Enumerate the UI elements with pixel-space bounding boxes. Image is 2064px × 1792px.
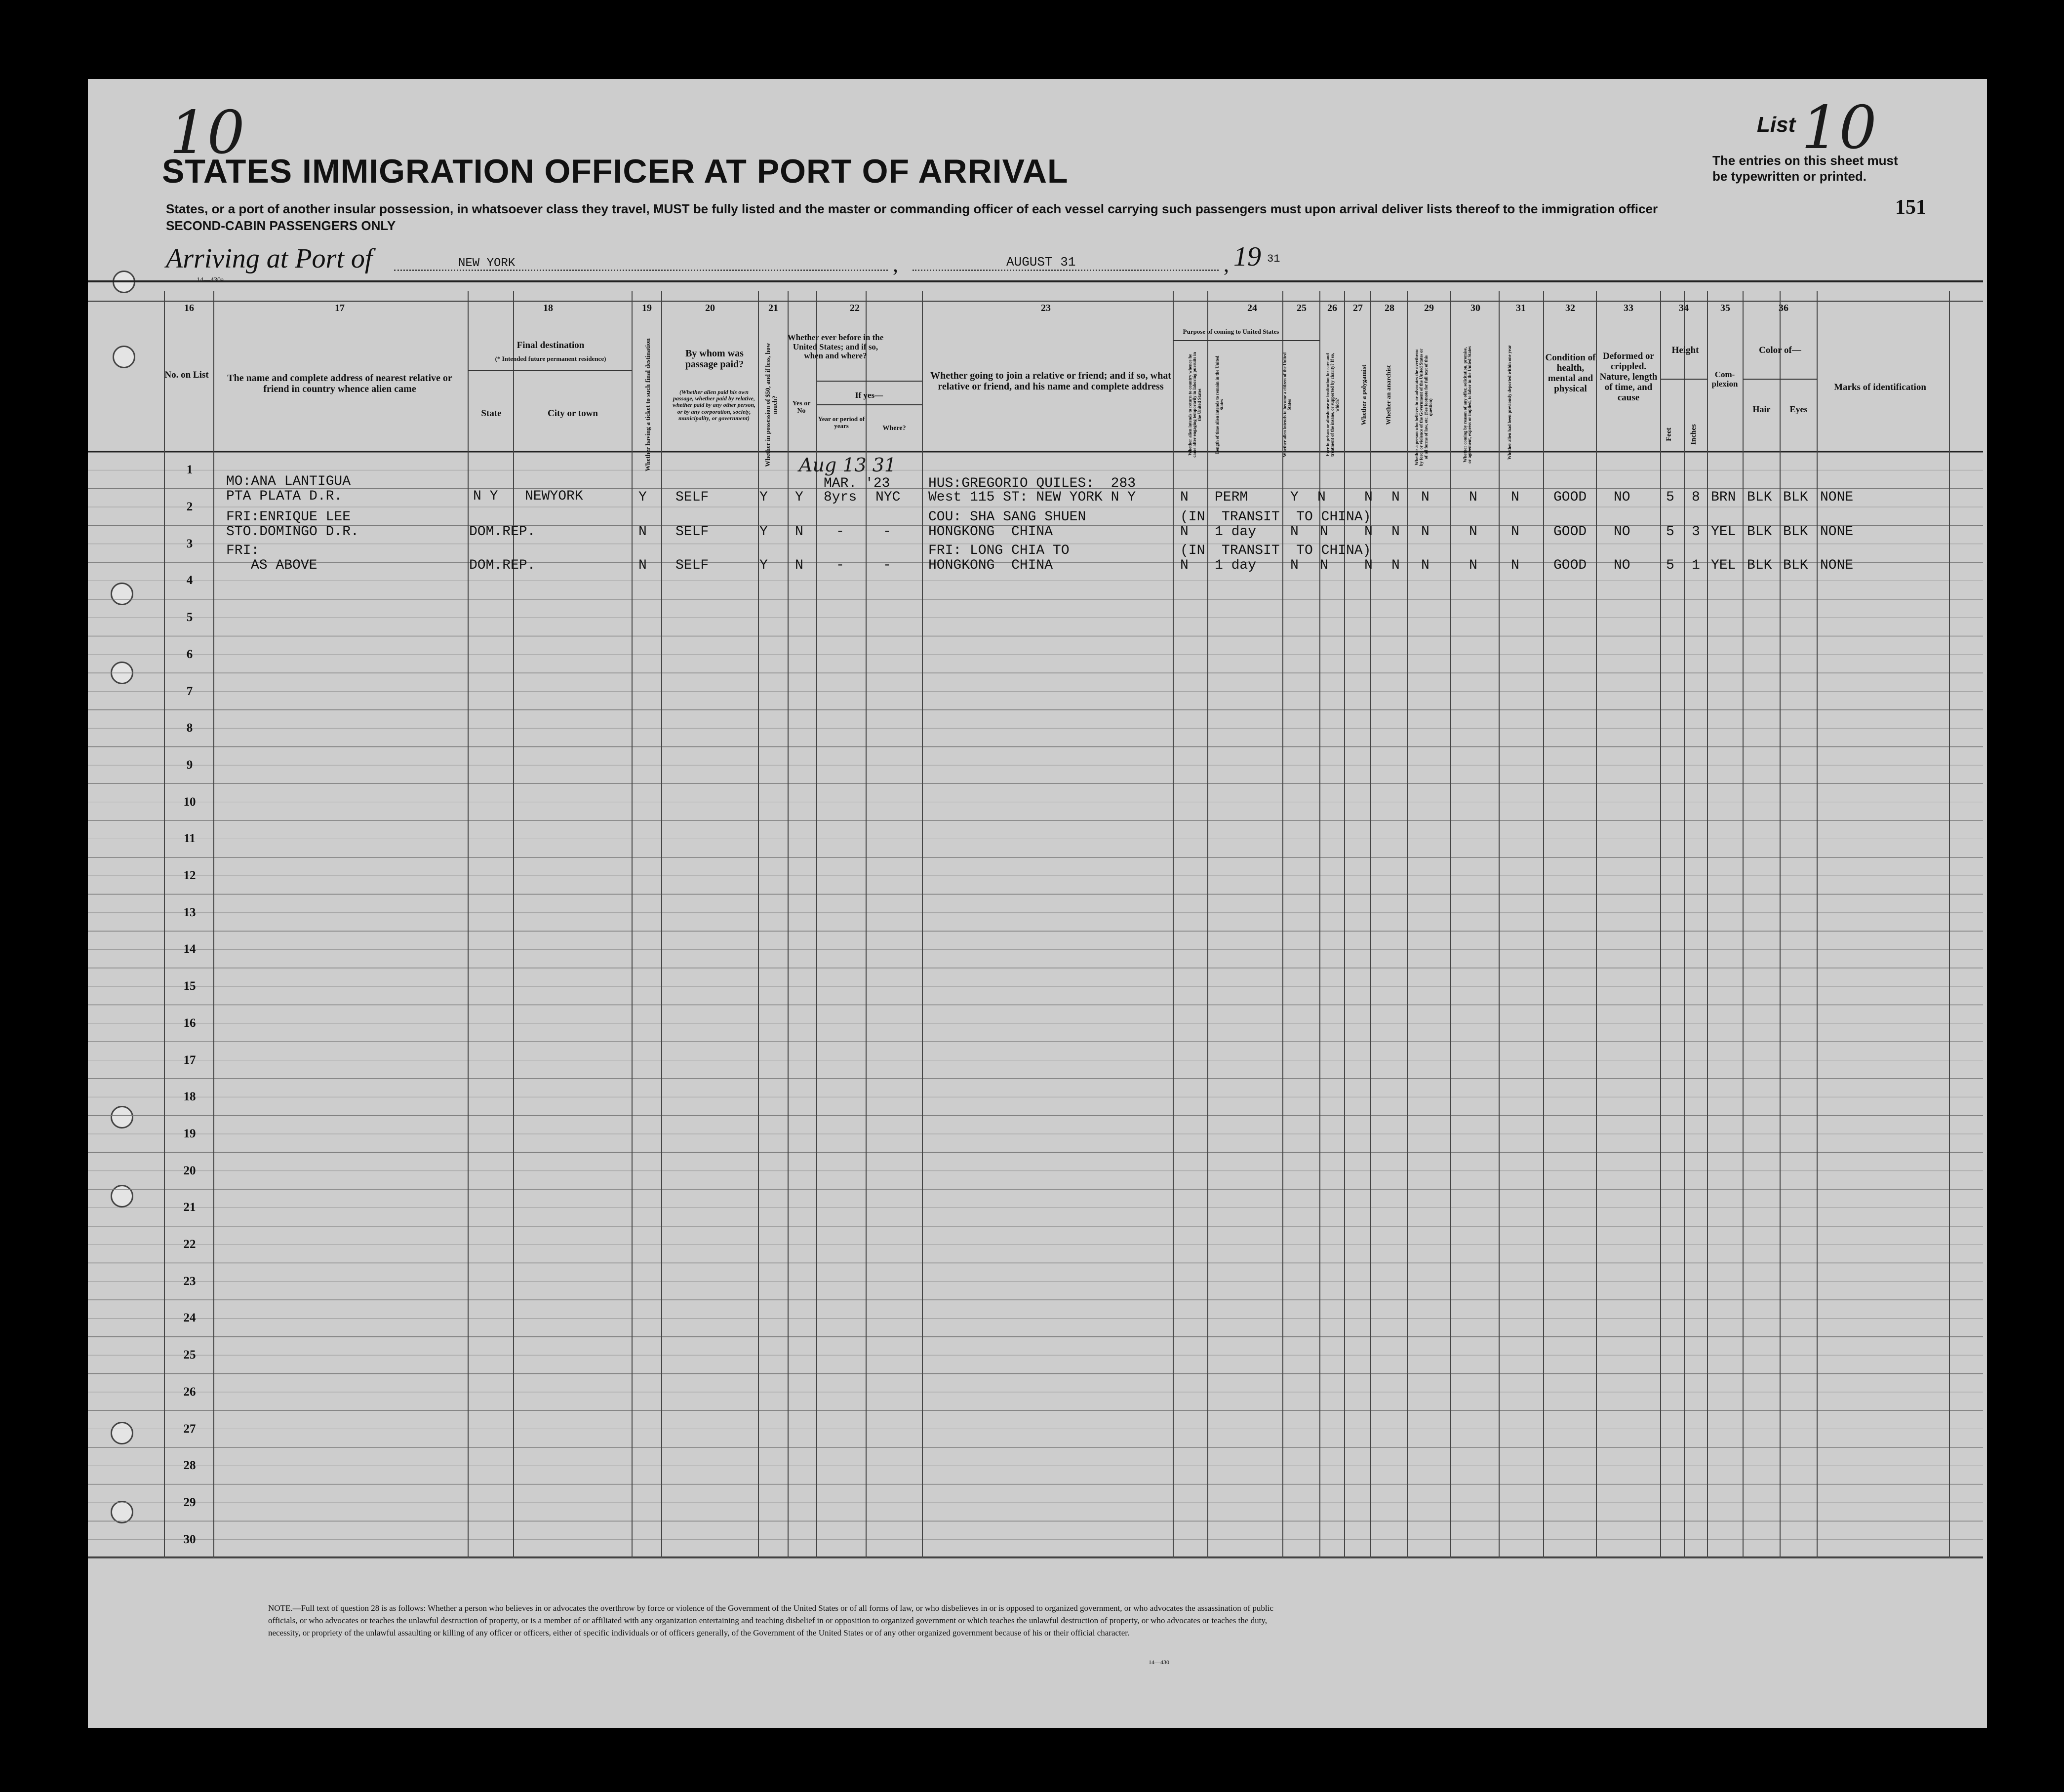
- row2-relative-line2: STO.DOMINGO D.R.: [226, 524, 359, 540]
- column-number: 19: [642, 303, 652, 313]
- column-number: 26: [1327, 303, 1337, 313]
- column-number: 33: [1624, 303, 1633, 313]
- row2-join-line1: COU: SHA SANG SHUEN: [928, 509, 1086, 525]
- row-number: 23: [183, 1274, 196, 1288]
- header-q29: Whether coming by reason of any offer, solicitation, promise, or agreement, express or implied, to labor in the United States: [1463, 346, 1472, 464]
- row1-where: NYC: [875, 490, 901, 505]
- page-number: 151: [1895, 196, 1926, 219]
- header-eyes: Eyes: [1789, 404, 1808, 414]
- arriving-label: Arriving at Port of: [166, 243, 373, 274]
- row1-hair: BLK: [1747, 490, 1772, 505]
- row-number: 14: [183, 942, 196, 956]
- row1-q30: N: [1511, 490, 1519, 505]
- header-state: State: [481, 408, 502, 419]
- entries-note-1: The entries on this sheet must: [1712, 153, 1898, 168]
- row1-period-handwritten: Aug 13 31: [799, 454, 897, 476]
- row-number: 1: [186, 463, 193, 477]
- row2-q29: N: [1469, 524, 1477, 540]
- column-number: 21: [768, 303, 778, 313]
- header-q30: Whether alien had been previously deported within one year: [1507, 345, 1512, 460]
- row2-relative-line1: FRI:ENRIQUE LEE: [226, 509, 351, 525]
- column-number: 23: [1041, 303, 1051, 313]
- instruction-line-2: SECOND-CABIN PASSENGERS ONLY: [166, 218, 396, 233]
- row3-inches: 1: [1692, 558, 1700, 573]
- row3-health: GOOD: [1553, 558, 1587, 573]
- row1-join-line1: HUS:GREGORIO QUILES: 283: [928, 476, 1136, 491]
- row1-has-50: Y: [759, 490, 768, 505]
- row2-inches: 3: [1692, 524, 1700, 540]
- year-prefix: 19: [1233, 241, 1261, 272]
- row-number: 27: [183, 1422, 196, 1436]
- row-number: 5: [186, 611, 193, 624]
- instruction-line-1: States, or a port of another insular possession, in whatsoever class they travel, MUST be fully listed and the master or commanding officer of each vessel carrying such passengers must upon arrival deliver lists thereof to the immigration officer: [166, 201, 1658, 216]
- row-number: 17: [183, 1053, 196, 1067]
- form-grid: [88, 79, 1987, 1728]
- header-purpose: Purpose of coming to United States: [1183, 328, 1279, 335]
- row3-state: DOM.REP.: [469, 558, 536, 573]
- row2-health: GOOD: [1553, 524, 1587, 540]
- row1-period-line2: 8yrs: [824, 490, 857, 505]
- row1-join-line2: West 115 ST: NEW YORK N Y: [928, 490, 1136, 505]
- column-number: 17: [335, 303, 345, 313]
- row1-purpose-return: N: [1180, 490, 1189, 505]
- row2-prison: N: [1320, 524, 1328, 540]
- date-value: AUGUST 31: [1006, 255, 1076, 270]
- header-inches: Inches: [1690, 424, 1698, 445]
- row2-eyes: BLK: [1783, 524, 1808, 540]
- row-number: 30: [183, 1532, 196, 1546]
- row3-eyes: BLK: [1783, 558, 1808, 573]
- row2-purpose-length: 1 day: [1215, 524, 1257, 540]
- footnote: NOTE.—Full text of question 28 is as follows: Whether a person who believes in or advocates the overthrow by force or violence of the Government of the United States or of all forms of law, or who disbelieves in or is opposed to organized government, or who advocates the assassination of public officials, or who advocates or teaches the unlawful destruction of property, or is a member of or affiliated with any organization entertaining and teaching disbelief in or opposition to organized government or which teaches the unlawful destruction of property, or who advocates or teaches the duty, necessity, or propriety of the unlawful assaulting or killing of any officer or officers, either of specific individuals or of officers generally, of the Government of the United States or of any other organized government because of his or their official character.: [268, 1603, 1273, 1637]
- row-number: 7: [186, 684, 193, 698]
- row1-ever-before: Y: [795, 490, 803, 505]
- row1-paid-by: SELF: [675, 490, 709, 505]
- header-hair: Hair: [1752, 404, 1771, 414]
- row1-marks: NONE: [1820, 490, 1854, 505]
- column-number: 25: [1297, 303, 1307, 313]
- column-number: 20: [705, 303, 715, 313]
- handwritten-list-number: 10: [1801, 94, 1877, 162]
- row2-ever-before: N: [795, 524, 803, 540]
- row1-eyes: BLK: [1783, 490, 1808, 505]
- header-polygamist: Whether a polygamist: [1360, 364, 1367, 426]
- row2-q28: N: [1421, 524, 1429, 540]
- row1-inches: 8: [1692, 490, 1700, 505]
- manifest-sheet: 10 STATES IMMIGRATION OFFICER AT PORT OF ARRIVAL States, or a port of another insular possession, in whatsoever class they travel, MUST be fully listed and the master or commanding officer of each vessel carrying such passengers must upon arrival deliver lists thereof to the immigration officer SECOND-CABIN PASSENGERS ONLY List 10 The entries on this sheet must be typewritten or printed. 151 Arriving at Port of NEW YORK , AUGUST 31 , 19 31 14—430a 16 17 18 19 20 21 22 23 24 25 26 27 28 29 30 31 32 33 34 35 36 No. on List The name and complete address of nearest relative or friend in country whence alien came Final destination (* Intended future permanent residence) State City or town Whether having a ticket to such final destination By whom was passage paid? (Whether alien paid his own passage, whether paid by relative, whether paid by any other person, or by any corporation, society, municipality, or government) Whether in possession of $50, and if less, how much? Whether ever before in the United States; and if so, when and where? Yes or No If yes— Year or period of years Where? Whether going to join a relative or friend; and if so, what relative or friend, and his name and complete address Purpose of coming to United States Whether alien intends to return to country whence he came after engaging temporarily in laboring pursuits in the United States Length of time alien intends to remain in the United States Whether alien intends to become a citizen of the United States Ever in prison or almshouse or institution for care and treatment of the insane, or supported by charity? If so, which? Whether a polygamist Whether an anarchist Whether a person who believes in or advocates the overthrow by force or violence of the Government of the United States or of all forms of law, etc. (See footnote for full text of this question) Whether coming by reason of any offer, solicitation, promise, or agreement, express or implied, to labor in the United States Whether alien had been previously deported within one year Condition of health, mental and physical Deformed or crippled. Nature, length of time, and cause Height Feet Inches Com-plexion Color of— Hair Eyes Marks of identification 1 2 3 4 5 6 7 8 9 10 11 12 13 14 15 16 17 18 19 20 21 22 23 24 25 26 27 28 29 30 MO:ANA LANTIGUA PTA PLATA D.R. N Y NEWYORK Y SELF Y Y Aug 13 31 MAR. '23 8yrs NYC HUS:GREGORIO QUILES: 283 West 115 ST: NEW YORK N Y N PERM Y N N N N N N GOOD NO 5 8 BRN BLK BLK NONE FRI:ENRIQUE LEE STO.DOMINGO D.R. DOM.REP. N SELF Y N - - COU: SHA SANG SHUEN HONGKONG CHINA (IN TRANSIT TO CHINA) N 1 day N N N N N N N GOOD NO 5 3 YEL BLK BLK NONE FRI: AS ABOVE DOM.REP. N SELF Y N - - FRI: LONG CHIA TO HONGKONG CHINA (IN TRANSIT TO CHINA) N 1 day N N N N N N N GOOD NO 5 1 YEL BLK BLK NONE NOTE.—Full text of question 28 is as follows: Whether a person who believes in or advocates the overthrow by force or violence of the Government of the United States or of all forms of law, or who disbelieves in or is opposed to organized government, or who advocates the assassination of public officials, or who advocates or teaches the unlawful destruction of property, or is a member of or affiliated with any organization entertaining and teaching disbelief in or opposition to organized government or which teaches the unlawful destruction of property, or who advocates or teaches the duty, necessity, or propriety of the unlawful assaulting or killing of any officer or officers, either of specific individuals or of officers generally, of the Government of the United States or of any other organized government because of his or their official character. 14—430: [88, 79, 1987, 1728]
- row2-marks: NONE: [1820, 524, 1854, 540]
- form-code: 14—430a: [197, 276, 224, 284]
- row3-q29: N: [1469, 558, 1477, 573]
- footnote-code: 14—430: [1149, 1659, 1169, 1666]
- row3-ever-before: N: [795, 558, 803, 573]
- row-number: 29: [183, 1495, 196, 1509]
- row3-transit-note: (IN TRANSIT TO CHINA): [1180, 543, 1371, 558]
- row3-purpose-citizen: N: [1290, 558, 1299, 573]
- row2-join-line2: HONGKONG CHINA: [928, 524, 1053, 540]
- row3-period: -: [836, 558, 844, 573]
- row2-purpose-citizen: N: [1290, 524, 1299, 540]
- row-number: 16: [183, 1016, 196, 1030]
- row-number: 26: [183, 1385, 196, 1399]
- row2-hair: BLK: [1747, 524, 1772, 540]
- column-number: 28: [1385, 303, 1394, 313]
- row-number: 28: [183, 1459, 196, 1473]
- row3-ticket: N: [638, 558, 647, 573]
- column-number: 22: [850, 303, 860, 313]
- row-number: 3: [186, 537, 193, 550]
- header-passage-paid-sub: (Whether alien paid his own passage, whether paid by relative, whether paid by any other person, or by any corporation, society, municipality, or government): [672, 389, 755, 422]
- header-purpose-return: Whether alien intends to return to country whence he came after engaging temporarily in laboring pursuits in the United States: [1188, 352, 1202, 458]
- header-ever-before: Whether ever before in the United States; and if so, when and where?: [787, 333, 884, 361]
- header-if-yes: If yes—: [855, 390, 883, 400]
- header-no-on-list: No. on List: [164, 370, 209, 380]
- row1-complexion: BRN: [1711, 490, 1736, 505]
- row-number: 21: [183, 1201, 196, 1214]
- row1-ticket: Y: [638, 490, 647, 505]
- row-number: 4: [186, 574, 193, 587]
- row3-join-line1: FRI: LONG CHIA TO: [928, 543, 1070, 558]
- row1-anarchist: N: [1391, 490, 1400, 505]
- row2-polygamist: N: [1364, 524, 1373, 540]
- row1-q29: N: [1469, 490, 1477, 505]
- row3-anarchist: N: [1391, 558, 1400, 573]
- row1-health: GOOD: [1553, 490, 1587, 505]
- row-number: 2: [186, 500, 193, 514]
- row3-where: -: [883, 558, 891, 573]
- row2-q30: N: [1511, 524, 1519, 540]
- row2-deformed: NO: [1614, 524, 1630, 540]
- header-feet: Feet: [1665, 428, 1673, 441]
- column-number: 34: [1679, 303, 1689, 313]
- column-number: 29: [1424, 303, 1434, 313]
- row2-complexion: YEL: [1711, 524, 1736, 540]
- row3-deformed: NO: [1614, 558, 1630, 573]
- year-suffix: 31: [1267, 253, 1280, 265]
- column-number: 18: [543, 303, 553, 313]
- row3-paid-by: SELF: [675, 558, 709, 573]
- column-number: 27: [1353, 303, 1363, 313]
- column-number: 24: [1247, 303, 1257, 313]
- row3-purpose-return: N: [1180, 558, 1189, 573]
- row1-q28: N: [1421, 490, 1429, 505]
- header-deformed: Deformed or crippled. Nature, length of time, and cause: [1599, 351, 1658, 403]
- column-number: 16: [184, 303, 194, 313]
- row-number: 6: [186, 647, 193, 661]
- header-q28: Whether a person who believes in or advocates the overthrow by force or violence of the Government of the United States or of all forms of law, etc. (See footnote for full text of this question): [1414, 349, 1433, 466]
- row3-purpose-length: 1 day: [1215, 558, 1257, 573]
- header-possession-50: Whether in possession of $50, and if less, how much?: [764, 343, 778, 467]
- header-where: Where?: [882, 425, 906, 432]
- row1-state: N Y: [473, 489, 498, 504]
- page-title: STATES IMMIGRATION OFFICER AT PORT OF ARRIVAL: [162, 153, 1069, 190]
- column-number: 31: [1516, 303, 1526, 313]
- row3-feet: 5: [1666, 558, 1674, 573]
- header-complexion: Com-plexion: [1711, 370, 1738, 389]
- row2-ticket: N: [638, 524, 647, 540]
- row3-prison: N: [1320, 558, 1328, 573]
- header-purpose-citizen: Whether alien intends to become a citizen of the United States: [1282, 352, 1292, 458]
- row2-where: -: [883, 524, 891, 540]
- row1-relative-line1: MO:ANA LANTIGUA: [226, 474, 351, 489]
- row-number: 9: [186, 758, 193, 772]
- row3-q30: N: [1511, 558, 1519, 573]
- list-label: List: [1757, 113, 1796, 137]
- header-anarchist: Whether an anarchist: [1385, 365, 1392, 425]
- row2-state: DOM.REP.: [469, 524, 536, 540]
- row3-hair: BLK: [1747, 558, 1772, 573]
- row1-deformed: NO: [1614, 490, 1630, 505]
- header-final-destination-sub: (* Intended future permanent residence): [495, 355, 606, 362]
- header-passage-paid: By whom was passage paid?: [685, 348, 744, 370]
- row-number: 18: [183, 1090, 196, 1104]
- row-number: 10: [183, 795, 196, 809]
- header-joining: Whether going to join a relative or friend; and if so, what relative or friend, and his name and complete address: [930, 370, 1171, 392]
- header-height: Height: [1671, 345, 1699, 355]
- column-number: 35: [1720, 303, 1730, 313]
- row-number: 19: [183, 1127, 196, 1140]
- row3-polygamist: N: [1364, 558, 1373, 573]
- header-yes-no: Yes or No: [792, 400, 811, 415]
- column-number: 30: [1470, 303, 1480, 313]
- row1-city: NEWYORK: [525, 489, 583, 504]
- row2-anarchist: N: [1391, 524, 1400, 540]
- header-purpose-length: Length of time alien intends to remain in the United States: [1215, 355, 1225, 454]
- row2-has-50: Y: [759, 524, 768, 540]
- header-relative-address: The name and complete address of nearest relative or friend in country whence alien came: [227, 373, 452, 394]
- header-marks: Marks of identification: [1834, 382, 1926, 392]
- row3-q28: N: [1421, 558, 1429, 573]
- header-prison: Ever in prison or almshouse or institution for care and treatment of the insane, or supported by charity? If so, which?: [1325, 353, 1340, 457]
- port-value: NEW YORK: [458, 257, 516, 270]
- row2-period: -: [836, 524, 844, 540]
- header-city: City or town: [547, 408, 598, 419]
- row3-relative-line1: FRI:: [226, 543, 260, 558]
- row-number: 20: [183, 1164, 196, 1177]
- row2-purpose-return: N: [1180, 524, 1189, 540]
- row3-marks: NONE: [1820, 558, 1854, 573]
- row-number: 12: [183, 869, 196, 883]
- row1-feet: 5: [1666, 490, 1674, 505]
- header-ticket: Whether having a ticket to such final destination: [644, 338, 651, 471]
- header-final-destination: Final destination: [516, 340, 585, 351]
- header-color-of: Color of—: [1759, 345, 1801, 355]
- row2-feet: 5: [1666, 524, 1674, 540]
- row3-join-line2: HONGKONG CHINA: [928, 558, 1053, 573]
- row1-purpose-citizen: Y: [1290, 490, 1299, 505]
- row1-prison: N: [1317, 490, 1326, 505]
- row1-period-line1: MAR. '23: [824, 476, 890, 491]
- column-number: 36: [1779, 303, 1788, 313]
- row-number: 8: [186, 721, 193, 735]
- column-number: 32: [1565, 303, 1575, 313]
- header-year-period: Year or period of years: [818, 415, 865, 430]
- row2-transit-note: (IN TRANSIT TO CHINA): [1180, 509, 1371, 525]
- row-number: 25: [183, 1348, 196, 1362]
- row3-complexion: YEL: [1711, 558, 1736, 573]
- row3-relative-line2: AS ABOVE: [251, 558, 318, 573]
- row1-polygamist: N: [1364, 490, 1373, 505]
- entries-note-2: be typewritten or printed.: [1712, 169, 1867, 184]
- row1-purpose-length: PERM: [1215, 490, 1248, 505]
- row-number: 24: [183, 1311, 196, 1325]
- row1-relative-line2: PTA PLATA D.R.: [226, 489, 343, 504]
- row-number: 22: [183, 1238, 196, 1251]
- handwritten-sheet-number: 10: [169, 99, 245, 167]
- header-health: Condition of health, mental and physical: [1545, 352, 1596, 394]
- row3-has-50: Y: [759, 558, 768, 573]
- row-number: 13: [183, 905, 196, 919]
- row-number: 15: [183, 979, 196, 993]
- row-number: 11: [184, 832, 196, 846]
- row2-paid-by: SELF: [675, 524, 709, 540]
